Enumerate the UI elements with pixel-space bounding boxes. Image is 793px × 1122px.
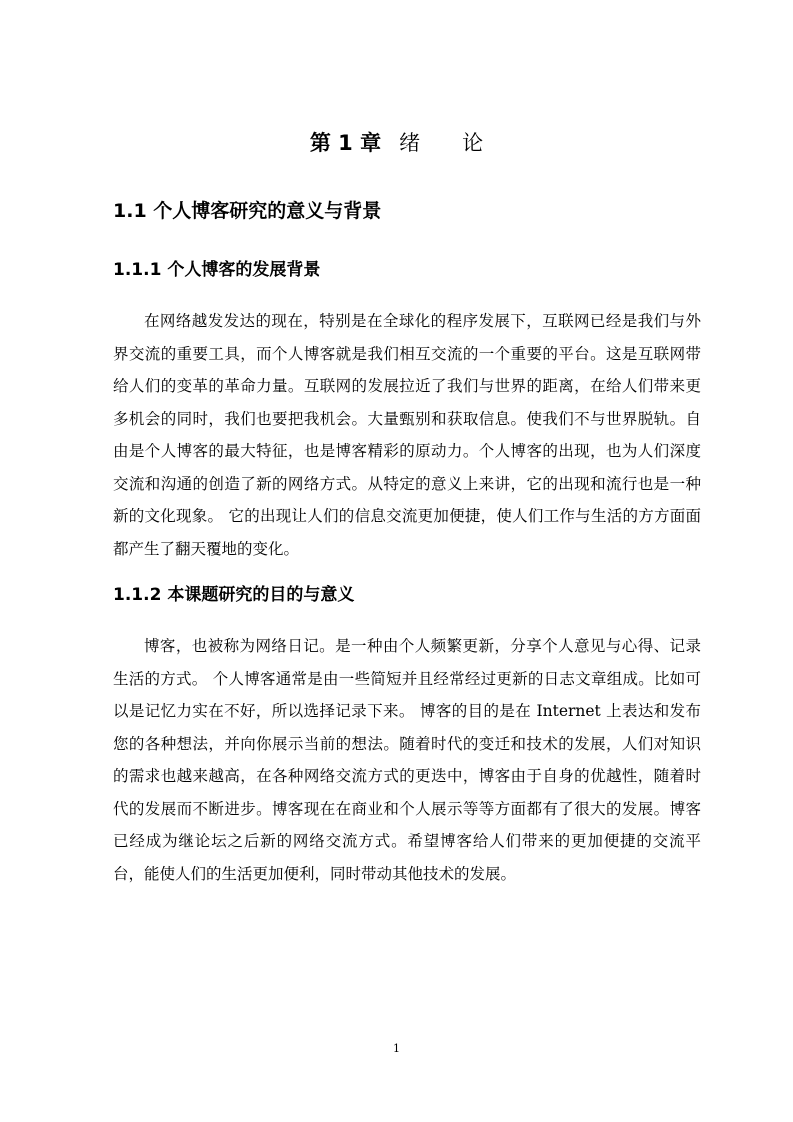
chapter-title-part2: 论 (462, 131, 484, 155)
chapter-title (0, 128, 793, 158)
chapter-title-part1: 绪 (399, 131, 421, 155)
paragraph-background: 在网络越发发达的现在，特别是在全球化的程序发展下，互联网已经是我们与外界交流的重要工具，而个人博客就是我们相互交流的一个重要的平台。这是互联网带给人们的变革的革命力量。互联网的发展拉近了我们与世界的距离，在给人们带来更多机会的同时，我们也要把我机会。大量甄别和获取信息。使我们不与世界脱轨。自由是个人博客的最大特征，也是博客精彩的原动力。个人博客的出现，也为人们深度交流和沟通的创造了新的网络方式。从特定的意义上来讲，它的出现和流行也是一种新的文化现象。 它的出现让人们的信息交流更加便捷，使人们工作与生活的方方面面都产生了翻天覆地的变化。 (113, 312, 701, 558)
subsection-heading-background: 1.1.1 个人博客的发展背景 (113, 260, 321, 280)
section-heading: 1.1 个人博客研究的意义与背景 (113, 200, 382, 222)
paragraph-purpose: 博客，也被称为网络日记。是一种由个人频繁更新，分享个人意见与心得、记录生活的方式。 个人博客通常是由一些简短并且经常经过更新的日志文章组成。比如可以是记忆力实在不好，所以选择记录下来。 博客的目的是在 Internet 上表达和发布您的各种想法，并向你展示当前的想法。随着时代的变迁和技术的发展，人们对知识的需求也越来越高，在各种网络交流方式的更迭中，博客由于自身的优越性，随着时代的发展而不断进步。博客现在在商业和个人展示等等方面都有了很大的发展。博客已经成为继论坛之后新的网络交流方式。希望博客给人们带来的更加便捷的交流平台，能使人们的生活更加便利，同时带动其他技术的发展。 (113, 637, 701, 883)
page-number: 1 (393, 1042, 400, 1055)
subsection-heading-purpose: 1.1.2 本课题研究的目的与意义 (113, 585, 355, 605)
chapter-number: 第 1 章 (309, 131, 382, 155)
